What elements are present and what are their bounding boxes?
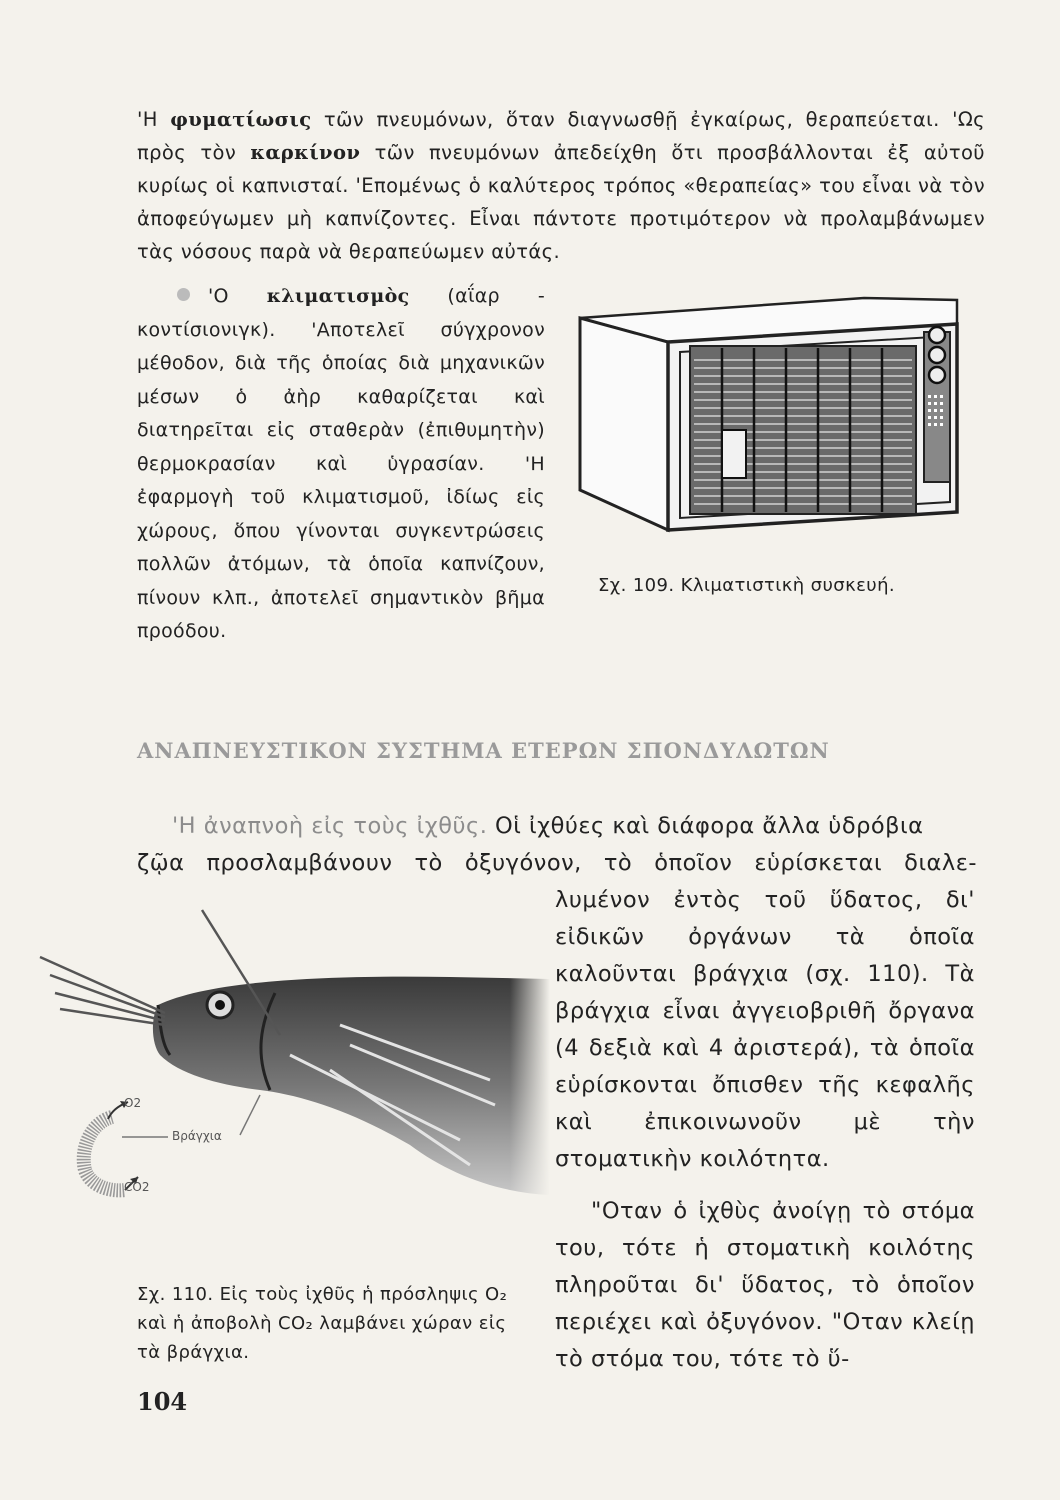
paragraph-fish-line2: ζῷα προσλαμβάνουν τὸ ὀξυγόνον, τὸ ὁποῖον εὑρίσκεται διαλε- [137,850,977,876]
control-knob-icon [929,367,945,383]
paragraph-air-conditioning: 'Ο κλιματισμὸς (αΐαρ - κοντίσιονιγκ). 'Αποτελεῖ σύγχρονον μέθοδον, διὰ τῆς ὁποίας διὰ μηχανικῶν μέσων ὁ ἀὴρ καθαρίζεται καὶ διατηρεῖται εἰς σταθερὰν (ἐπιθυμητὴν) θερμοκρασίαν καὶ ὑγρασίαν. 'Η ἐφαρμογὴ τοῦ κλιματισμοῦ, ἰδίως εἰς χώρους, ὅπου γίνονται συγκεντρώσεις πολλῶν ἀτόμων, τὰ ὁποῖα καπνίζουν, πίνουν κλπ., ἀποτελεῖ σημαντικὸν βῆμα προόδου. [137,285,545,642]
page-number: 104 [137,1387,188,1416]
fish-breathing-lead: 'Η ἀναπνοὴ εἰς τοὺς ἰχθῦς. [172,813,488,839]
bullet-icon [177,288,190,301]
air-conditioner-figure [572,290,972,540]
term-cancer: καρκίνον [250,141,361,164]
label-co2: CO2 [124,1180,150,1194]
figure-109-caption: Σχ. 109. Κλιματιστικὴ συσκευή. [598,575,895,596]
term-air-conditioning: κλιματισμὸς [266,285,410,307]
gill-diagram [84,1117,125,1190]
paragraph-fish-rest: λυμένον ἐντὸς τοῦ ὕδατος, δι' εἰδικῶν ὀργάνων τὰ ὁποῖα καλοῦνται βράγχια (σχ. 110). Τὰ βράγχια εἶναι ἀγγειοβριθῆ ὄργανα (4 δεξιὰ καὶ 4 ἀριστερά), τὰ ὁποῖα εὑρίσκονται ὄπισθεν τῆς κεφαλῆς καὶ ἐπικοινωνοῦν μὲ τὴν στοματικὴν κοιλότητα. [555,887,975,1172]
fish-gills-figure [30,905,550,1215]
paragraph-tuberculosis: 'Η φυματίωσις τῶν πνευμόνων, ὅταν διαγνωσθῇ ἐγκαίρως, θεραπεύεται. 'Ως πρὸς τὸν καρκίνον τῶν πνευμόνων ἀπεδείχθη ὅτι προσβάλλονται ἐξ αὐτοῦ κυρίως οἱ καπνισταί. 'Επομένως ὁ καλύτερος τρόπος «θεραπείας» του εἶναι νὰ τὸν ἀποφεύγωμεν μὴ καπνίζοντες. Εἶναι πάντοτε προτιμότερον νὰ προλαμβάνωμεν τὰς νόσους παρὰ νὰ θεραπεύωμεν αὐτάς. [137,108,985,263]
control-knob-icon [929,347,945,363]
paragraph-fish-mouth: "Οταν ὁ ἰχθὺς ἀνοίγῃ τὸ στόμα του, τότε ἡ στοματικὴ κοιλότης πληροῦται δι' ὕδατος, τὸ ὁποῖον περιέχει καὶ ὀξυγόνον. "Οταν κλείῃ τὸ στόμα του, τότε τὸ ὕ- [555,1198,975,1372]
grille-door [722,430,746,478]
figure-110-caption: Σχ. 110. Εἰς τοὺς ἰχθῦς ἡ πρόσληψις O₂ καὶ ἡ ἀποβολὴ CO₂ λαμβάνει χώραν εἰς τὰ βράγχια. [137,1284,508,1363]
paragraph-fish-line1: 'Η ἀναπνοὴ εἰς τοὺς ἰχθῦς. Οἱ ἰχθύες καὶ διάφορα ἄλλα ὑδρόβια [172,813,924,839]
label-o2: O2 [124,1096,142,1110]
control-knob-icon [929,327,945,343]
label-gills: Βράγχια [172,1129,222,1143]
term-tuberculosis: φυματίωσις [170,108,312,131]
section-heading: ΑΝΑΠΝΕΥΣΤΙΚΟΝ ΣΥΣΤΗΜΑ ΕΤΕΡΩΝ ΣΠΟΝΔΥΛΩΤΩΝ [137,738,830,763]
